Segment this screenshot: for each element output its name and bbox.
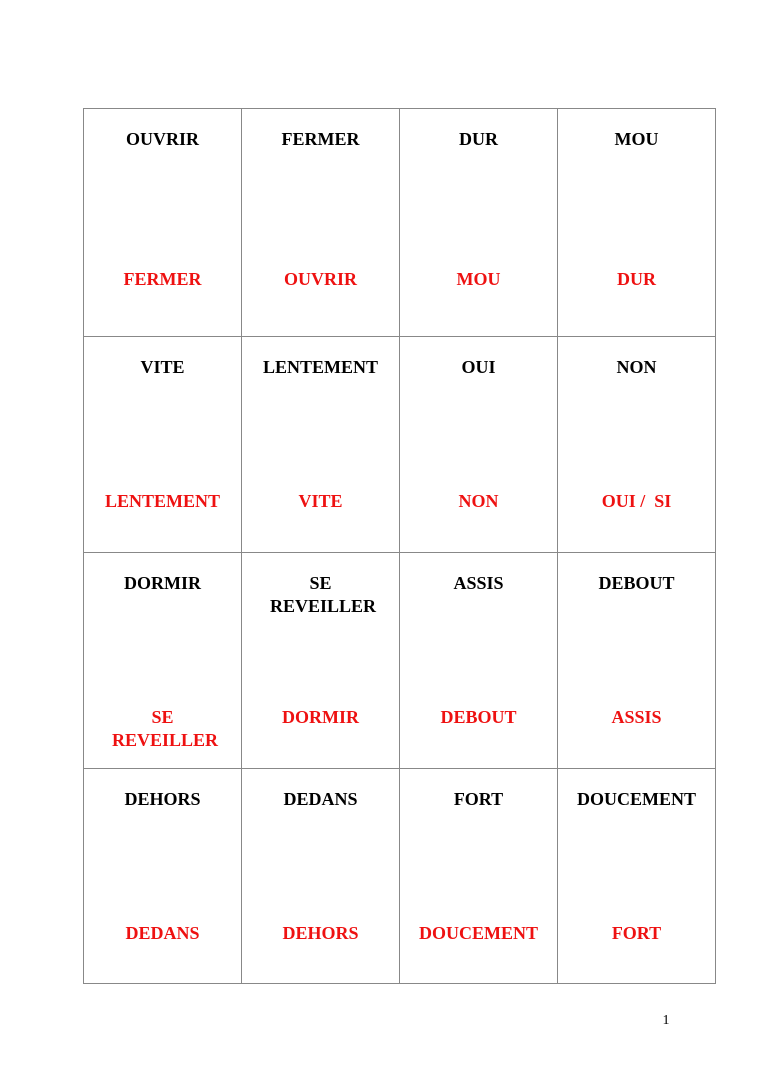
card [558, 109, 716, 337]
card [242, 553, 400, 769]
card-antonym: DEBOUT [440, 707, 517, 727]
card [400, 337, 558, 553]
card-word: OUI [461, 357, 496, 377]
card-antonym: FERMER [123, 269, 202, 289]
card-antonym: DORMIR [282, 707, 359, 727]
card-word: VITE [140, 357, 185, 377]
card-word: DEDANS [283, 789, 358, 809]
card-antonym: VITE [298, 491, 343, 511]
card-antonym: DOUCEMENT [418, 923, 538, 943]
card-antonym: ASSIS [611, 707, 662, 727]
card [84, 337, 242, 553]
card-word: MOU [614, 129, 659, 149]
card-word: OUVRIR [125, 129, 199, 149]
card-word: DOUCEMENT [576, 789, 696, 809]
card-antonym: FORT [611, 923, 662, 943]
card-antonym: MOU [456, 269, 501, 289]
card-word: DUR [459, 129, 498, 149]
card [558, 769, 716, 984]
card-word: DEBOUT [598, 573, 675, 593]
card-row [84, 553, 716, 769]
card-row [84, 769, 716, 984]
card [400, 553, 558, 769]
card [400, 769, 558, 984]
card [242, 337, 400, 553]
card [558, 553, 716, 769]
card-word: ASSIS [453, 573, 504, 593]
card-antonym: LENTEMENT [104, 491, 221, 511]
card-antonym: DEDANS [125, 923, 200, 943]
card-word: FORT [453, 789, 504, 809]
card-row [84, 109, 716, 337]
page-number: 1 [662, 1013, 670, 1028]
antonym-card-grid [83, 108, 716, 984]
card-word: SE REVEILLER [270, 573, 377, 616]
card [84, 109, 242, 337]
card-antonym: DUR [617, 269, 656, 289]
card-word: NON [616, 357, 657, 377]
card [558, 337, 716, 553]
card [84, 553, 242, 769]
card-antonym: OUI / SI [601, 491, 672, 511]
card-row [84, 337, 716, 553]
card-antonym: DEHORS [282, 923, 359, 943]
card-antonym: NON [458, 491, 499, 511]
card [242, 769, 400, 984]
card-word: LENTEMENT [262, 357, 379, 377]
card-antonym: SE REVEILLER [112, 707, 219, 750]
card-word: DORMIR [124, 573, 201, 593]
card-word: DEHORS [124, 789, 201, 809]
card-word: FERMER [281, 129, 360, 149]
card [84, 769, 242, 984]
card-antonym: OUVRIR [283, 269, 357, 289]
card [400, 109, 558, 337]
card [242, 109, 400, 337]
